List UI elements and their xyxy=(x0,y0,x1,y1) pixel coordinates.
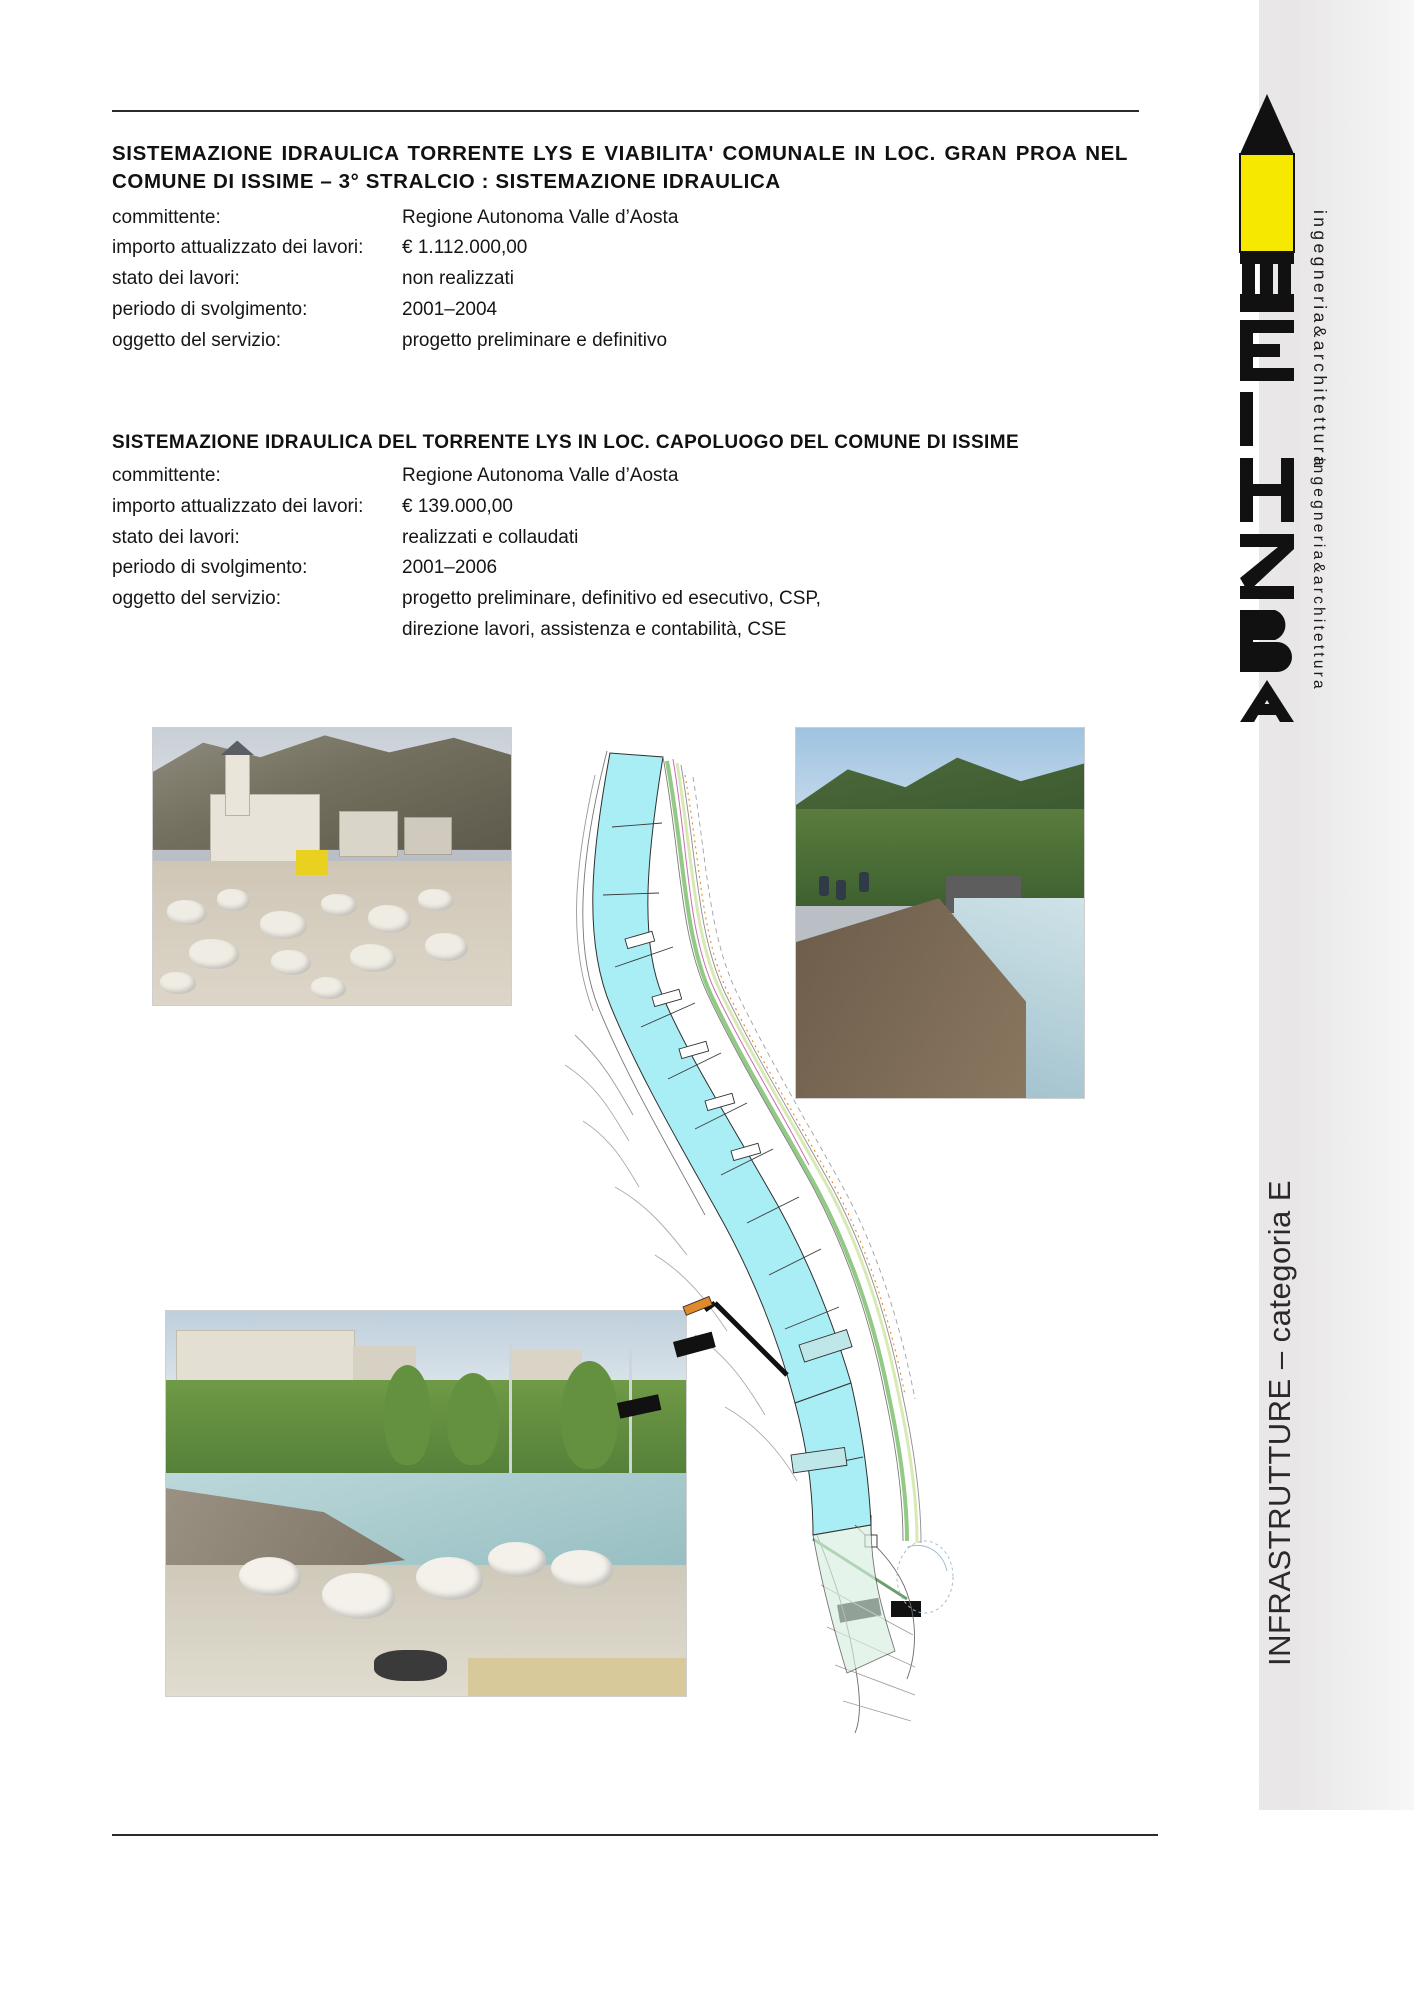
field-label: periodo di svolgimento: xyxy=(112,557,308,579)
photo1-building xyxy=(404,817,453,855)
field-row xyxy=(112,264,1132,295)
photo1-building xyxy=(339,811,398,857)
photo1-boulder xyxy=(311,977,347,999)
project-1-title xyxy=(112,140,1132,197)
photo1-hillside xyxy=(153,728,511,850)
field-row xyxy=(112,553,1132,584)
photo1-boulder xyxy=(271,950,310,975)
field-value: realizzati e collaudati xyxy=(402,526,579,548)
field-label: stato dei lavori: xyxy=(112,526,240,548)
field-label: periodo di svolgimento: xyxy=(112,298,308,320)
project-block-1 xyxy=(112,140,1132,356)
photo1-boulder xyxy=(368,905,411,933)
photo1-boulder xyxy=(167,900,206,925)
technical-plan-drawing xyxy=(555,735,1175,1735)
field-label: committente: xyxy=(112,465,221,487)
photo3-boulder xyxy=(239,1557,301,1596)
field-row xyxy=(112,584,1132,646)
photo1-boulder xyxy=(350,944,397,972)
field-row xyxy=(112,492,1132,523)
photo-construction-site xyxy=(152,727,512,1006)
field-row xyxy=(112,203,1132,234)
field-value: € 1.112.000,00 xyxy=(402,237,528,259)
bottom-divider xyxy=(112,1834,1158,1836)
photo3-tree xyxy=(447,1373,499,1465)
field-value: 2001–2006 xyxy=(402,557,498,579)
field-row xyxy=(112,233,1132,264)
photo3-boulder xyxy=(416,1557,484,1599)
document-content xyxy=(112,140,1132,646)
photo1-boulder xyxy=(425,933,468,961)
block-spacer xyxy=(112,356,1132,430)
field-row xyxy=(112,326,1132,357)
project-2-title: SISTEMAZIONE IDRAULICA DEL TORRENTE LYS IN LOC. CAPOLUOGO DEL COMUNE DI ISSIME xyxy=(112,432,1020,454)
field-label: committente: xyxy=(112,206,221,228)
project-1-fields xyxy=(112,203,1132,357)
logo-tagline-top: ingegneria&architettura xyxy=(1310,210,1330,470)
photo1-excavator xyxy=(296,850,328,875)
field-label: oggetto del servizio: xyxy=(112,329,281,351)
field-value: Regione Autonoma Valle d’Aosta xyxy=(402,206,679,228)
field-row xyxy=(112,523,1132,554)
project-1-title-line2: COMUNE DI ISSIME – 3° STRALCIO : SISTEMAZIONE IDRAULICA xyxy=(112,170,781,194)
field-value: Regione Autonoma Valle d’Aosta xyxy=(402,465,679,487)
field-value-line1: progetto preliminare, definitivo ed esecutivo, CSP, xyxy=(402,588,821,610)
project-block-2 xyxy=(112,430,1132,645)
field-label: stato dei lavori: xyxy=(112,268,240,290)
field-row xyxy=(112,461,1132,492)
field-value: 2001–2004 xyxy=(402,298,498,320)
photo1-boulder xyxy=(418,889,454,911)
photo1-boulder xyxy=(189,939,239,969)
photo1-boulder xyxy=(160,972,196,994)
field-label: importo attualizzato dei lavori: xyxy=(112,237,364,259)
field-label: oggetto del servizio: xyxy=(112,588,281,610)
photo3-boulder xyxy=(322,1573,395,1619)
field-value-line2: direzione lavori, assistenza e contabilità, CSE xyxy=(402,618,787,640)
field-row xyxy=(112,295,1132,326)
logo-tagline-bottom: ingegneria&architettura xyxy=(1310,458,1327,692)
project-2-fields xyxy=(112,461,1132,646)
photo1-boulder xyxy=(217,889,249,911)
top-divider xyxy=(112,110,1139,112)
photo1-boulder xyxy=(260,911,307,939)
field-value: non realizzati xyxy=(402,268,514,290)
section-caption: INFRASTRUTTURE – categoria E xyxy=(1262,1180,1297,1666)
photo3-tree xyxy=(384,1365,431,1465)
field-value: € 139.000,00 xyxy=(402,495,513,517)
photo1-boulder xyxy=(321,894,357,916)
photo3-pipe xyxy=(374,1650,447,1681)
photo1-bell-tower xyxy=(225,753,250,816)
field-label: importo attualizzato dei lavori: xyxy=(112,495,364,517)
photo3-lamp-post xyxy=(509,1342,512,1473)
project-1-title-line1: SISTEMAZIONE IDRAULICA TORRENTE LYS E VIABILITA' COMUNALE IN LOC. GRAN PROA NEL xyxy=(112,142,1128,165)
photo3-boulder xyxy=(488,1542,545,1577)
field-value: progetto preliminare e definitivo xyxy=(402,329,668,351)
field-value xyxy=(402,584,1132,646)
